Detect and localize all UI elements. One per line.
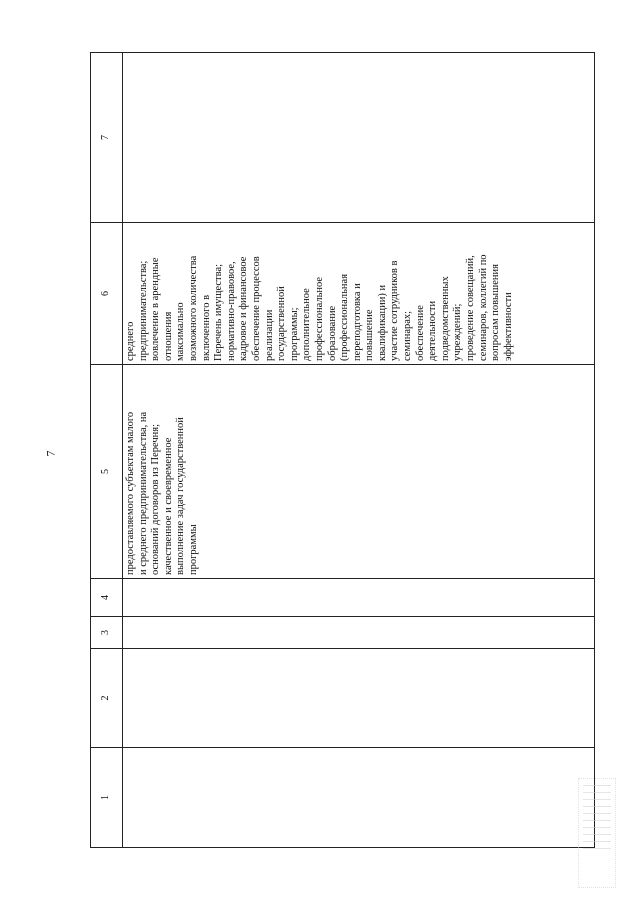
- scan-stamp-mark: [578, 778, 616, 888]
- page-number: 7: [43, 450, 58, 457]
- column-header-2: 2: [91, 649, 123, 748]
- cell-col-2: [123, 649, 595, 748]
- cell-col-7: [123, 53, 595, 223]
- column-header-6: 6: [91, 223, 123, 365]
- column-header-7: 7: [91, 53, 123, 223]
- cell-col-6: [123, 223, 595, 365]
- cell-col-5: [123, 365, 595, 579]
- cell-col-4: [123, 579, 595, 617]
- cell-col-3: [123, 617, 595, 649]
- rotated-table-wrapper: [90, 53, 595, 848]
- data-table: [90, 52, 595, 848]
- table-header-row: [91, 53, 123, 848]
- column-header-5: 5: [91, 365, 123, 579]
- column-header-4: 4: [91, 579, 123, 617]
- table-row: [123, 53, 595, 848]
- cell-col-6-text: среднего предпринимательства; вовлечение в арендные отношения максимально возможного количества включенного в Перечень имущества; нормативно-правовое, кадровое и финансовое обеспечение процессов реализации государственной программы; дополнительное профессиональное образование (профессиональная переподготовка и повышение квалификации) и участие сотрудников в семинарах; обеспечение деятельности подведомственных учреждений; проведение совещаний, семинаров, коллегий по вопросам повышения эффективности: [125, 254, 514, 361]
- column-header-3: 3: [91, 617, 123, 649]
- column-header-1: 1: [91, 748, 123, 848]
- cell-col-5-text: предоставляемого субъектам малого и среднего предпринимательства, на оснований договоров из Перечня; качественное и своевременное выполнение задач государственной программы: [125, 411, 199, 575]
- cell-col-1: [123, 748, 595, 848]
